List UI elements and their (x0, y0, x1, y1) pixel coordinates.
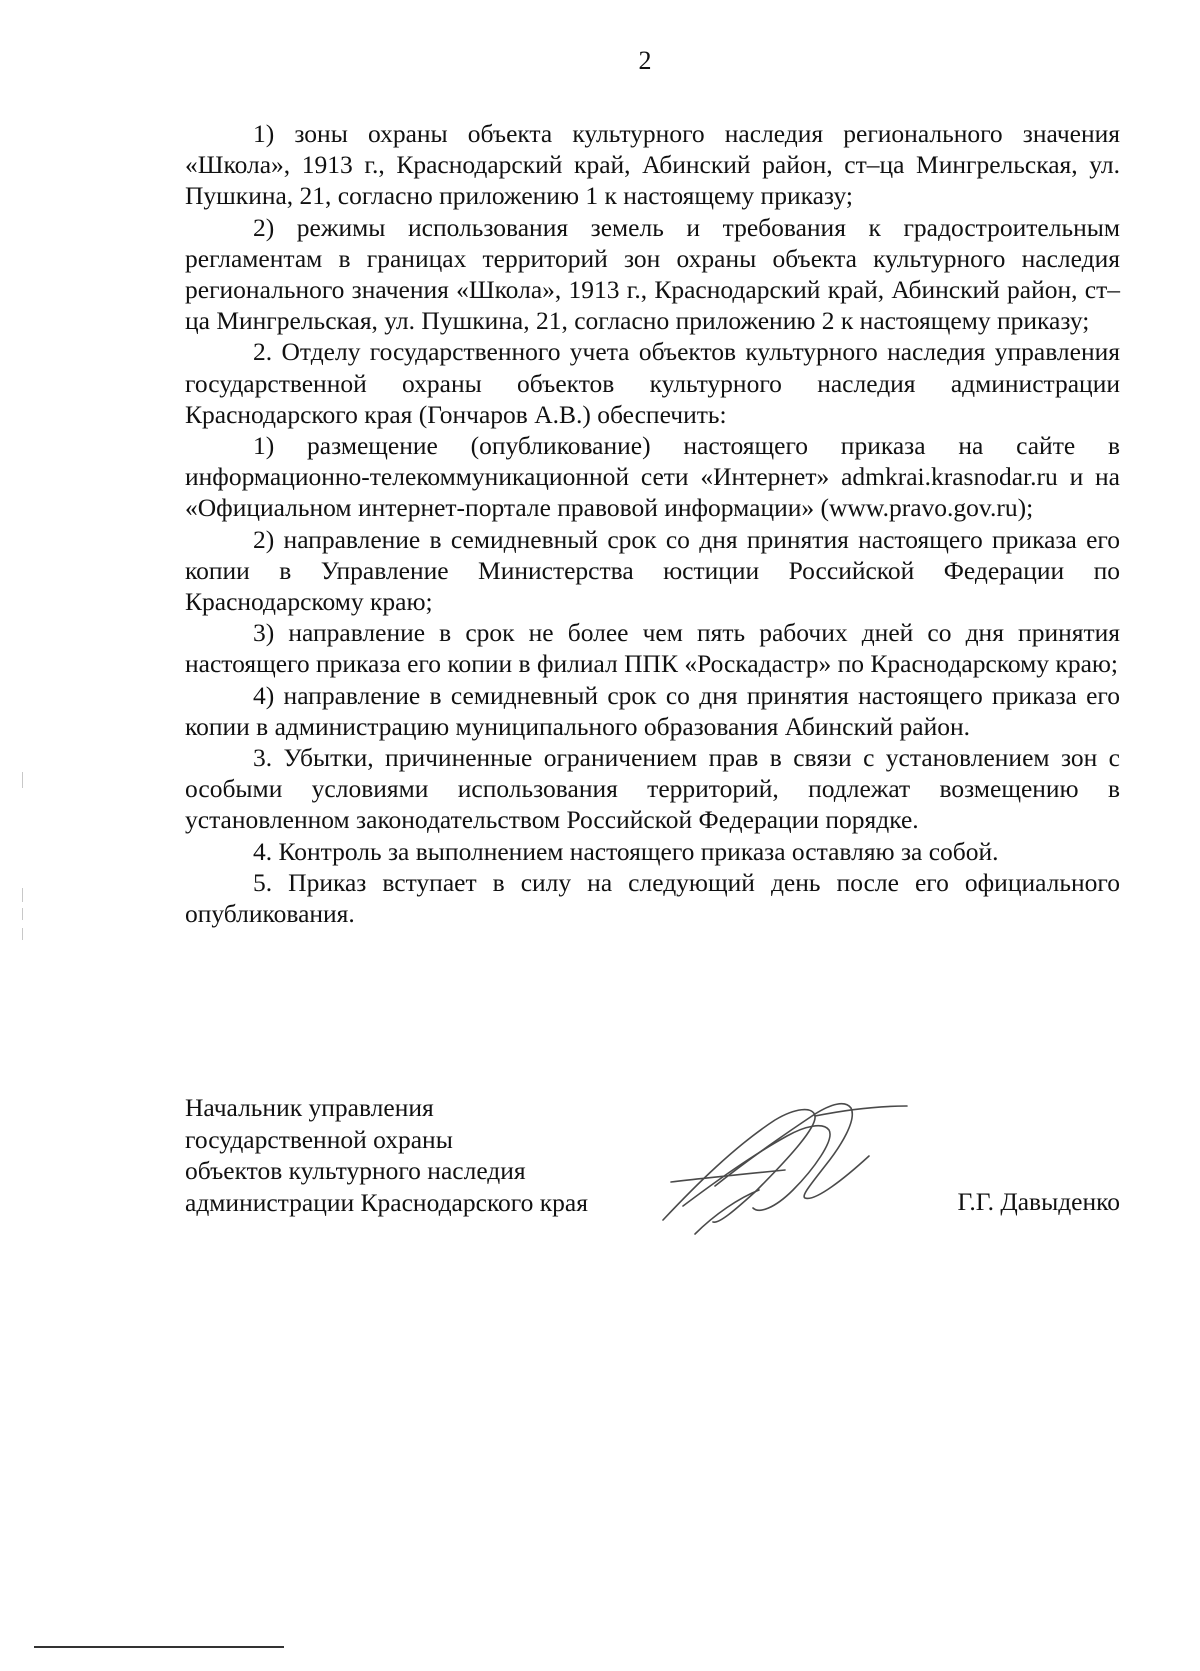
paragraph-clause-5-effect: 5. Приказ вступает в силу на следующий день после его официального опубликования. (185, 867, 1120, 929)
paragraph-item-2-land-use-regimes: 2) режимы использования земель и требования к градостроительным регламентам в границах территорий зон охраны объекта культурного наследия регионального значения «Школа», 1913 г., Краснодарский край, Абинский район, ст–ца Мингрельская, ул. Пушкина, 21, согласно приложению 2 к настоящему приказу; (185, 212, 1120, 336)
signature-stroke (715, 1104, 869, 1199)
signer-title-line: администрации Краснодарского края (185, 1187, 588, 1217)
signature-block (185, 1092, 1120, 1262)
page-number: 2 (638, 46, 652, 75)
signer-title-line: объектов культурного наследия (185, 1156, 526, 1185)
paragraph-item-1-protection-zones: 1) зоны охраны объекта культурного наследия регионального значения «Школа», 1913 г., Краснодарский край, Абинский район, ст–ца Мингрельская, ул. Пушкина, 21, согласно приложению 1 к настоящему приказу; (185, 119, 1120, 211)
scan-margin-tick (22, 888, 23, 902)
paragraph-subitem-4-municipality: 4) направление в семидневный срок со дня принятия настоящего приказа его копии в администрацию муниципального образования Абинский район. (185, 680, 1120, 741)
signer-title-line: Начальник управления (185, 1093, 434, 1122)
paragraph-subitem-1-publication: 1) размещение (опубликование) настоящего приказа на сайте в информационно-телекоммуникационной сети «Интернет» admkrai.krasnodar.ru и на «Официальном интернет-портале правовой информации» (www.pravo.gov.ru); (185, 431, 1120, 523)
scan-margin-tick (22, 772, 23, 788)
signer-title-line: государственной охраны (185, 1124, 453, 1154)
order-body-text (185, 118, 1120, 929)
signature-stroke (815, 1106, 907, 1116)
handwritten-signature-icon (655, 1086, 915, 1236)
paragraph-subitem-2-ministry-justice: 2) направление в семидневный срок со дня принятия настоящего приказа его копии в Управление Министерства юстиции Российской Федерации по Краснодарскому краю; (185, 524, 1120, 617)
paragraph-clause-2-department: 2. Отделу государственного учета объектов культурного наследия управления государственной охраны объектов культурного наследия администрации Краснодарского края (Гончаров А.В.) обеспечить: (185, 337, 1120, 429)
signature-stroke (683, 1126, 830, 1211)
paragraph-clause-4-control: 4. Контроль за выполнением настоящего приказа оставляю за собой. (253, 836, 999, 866)
signature-stroke (671, 1170, 785, 1182)
scan-margin-tick (22, 928, 23, 940)
signer-name: Г.Г. Давыденко (957, 1187, 1120, 1216)
footer-rule (34, 1646, 284, 1648)
paragraph-clause-3-losses: 3. Убытки, причиненные ограничением прав в связи с установлением зон с особыми условиями использования территорий, подлежат возмещению в установленном законодательством Российской Федерации порядке. (185, 743, 1120, 835)
paragraph-subitem-3-roskadastr: 3) направление в срок не более чем пять рабочих дней со дня принятия настоящего приказа его копии в филиал ППК «Роскадастр» по Краснодарскому краю; (185, 618, 1120, 679)
scan-margin-tick (22, 908, 23, 920)
